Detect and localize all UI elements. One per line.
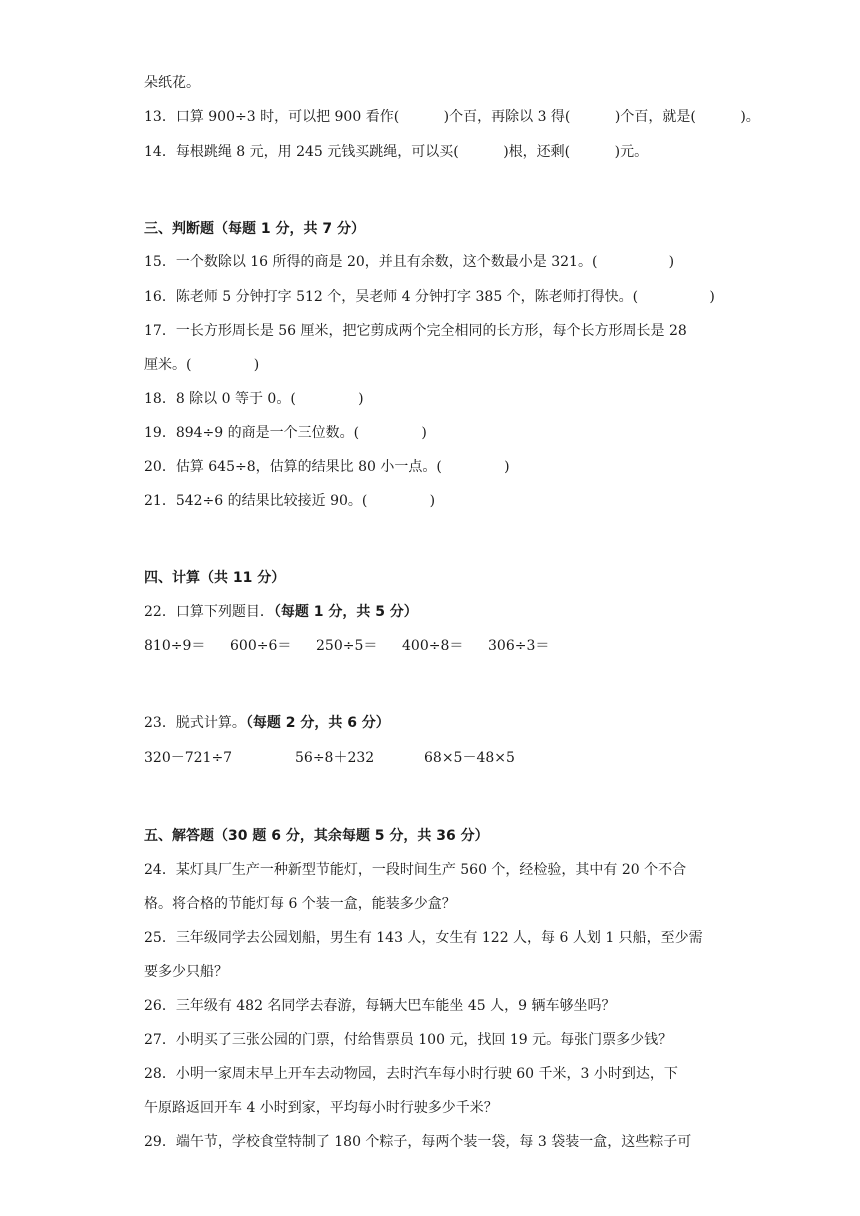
calc-item: 400÷8＝	[402, 638, 464, 654]
question-29-line-1: 29．端午节，学校食堂特制了 180 个粽子，每两个装一袋，每 3 袋装一盒，这些粽子可	[144, 1134, 692, 1150]
question-13: 13．口算 900÷3 时，可以把 900 看作( )个百，再除以 3 得( )个百，就是( )。	[144, 109, 760, 125]
question-14: 14．每根跳绳 8 元，用 245 元钱买跳绳，可以买( )根，还剩( )元。	[144, 144, 649, 160]
question-28-line-2: 午原路返回开车 4 小时到家，平均每小时行驶多少千米？	[144, 1100, 498, 1116]
question-22	[144, 602, 418, 622]
question-22-points: （每题 1 分，共 5 分）	[273, 604, 418, 620]
calc-item: 600÷6＝	[230, 638, 292, 654]
question-25-line-2: 要多少只船？	[144, 964, 228, 980]
question-17-line-2: 厘米。( )	[144, 357, 260, 373]
question-24-line-2: 格。将合格的节能灯每 6 个装一盒，能装多少盒？	[144, 896, 456, 912]
section-5-title: 五、解答题（30 题 6 分，其余每题 5 分，共 36 分）	[144, 828, 489, 844]
question-23-items	[144, 748, 515, 768]
question-17-line-1: 17．一长方形周长是 56 厘米，把它剪成两个完全相同的长方形，每个长方形周长是 28	[144, 323, 687, 339]
continuation-text: 朵纸花。	[144, 75, 200, 91]
calc-item: 320－721÷7	[144, 750, 233, 766]
calc-item: 306÷3＝	[488, 638, 550, 654]
calc-item: 68×5－48×5	[424, 750, 515, 766]
question-15: 15．一个数除以 16 所得的商是 20，并且有余数，这个数最小是 321。( )	[144, 254, 675, 270]
question-20: 20．估算 645÷8，估算的结果比 80 小一点。( )	[144, 459, 510, 475]
section-3-title: 三、判断题（每题 1 分，共 7 分）	[144, 221, 365, 237]
calc-item: 56÷8＋232	[295, 750, 375, 766]
question-23-label: 23．脱式计算。	[144, 715, 246, 731]
question-24-line-1: 24．某灯具厂生产一种新型节能灯，一段时间生产 560 个，经检验，其中有 20 个不合	[144, 862, 687, 878]
question-28-line-1: 28．小明一家周末早上开车去动物园，去时汽车每小时行驶 60 千米，3 小时到达，下	[144, 1066, 678, 1082]
question-27: 27．小明买了三张公园的门票，付给售票员 100 元，找回 19 元。每张门票多少钱？	[144, 1032, 673, 1048]
calc-item: 250÷5＝	[316, 638, 378, 654]
question-21: 21．542÷6 的结果比较接近 90。( )	[144, 493, 436, 509]
question-18: 18．8 除以 0 等于 0。( )	[144, 391, 364, 407]
calc-item: 810÷9＝	[144, 638, 206, 654]
question-26: 26．三年级有 482 名同学去春游，每辆大巴车能坐 45 人，9 辆车够坐吗？	[144, 998, 616, 1014]
question-23-points: （每题 2 分，共 6 分）	[245, 715, 390, 731]
question-22-items	[144, 636, 549, 656]
question-22-label: 22．口算下列题目．	[144, 604, 274, 620]
section-4-title: 四、计算（共 11 分）	[144, 570, 286, 586]
question-25-line-1: 25．三年级同学去公园划船，男生有 143 人，女生有 122 人，每 6 人划 1 只船，至少需	[144, 930, 703, 946]
question-23	[144, 713, 390, 733]
question-16: 16．陈老师 5 分钟打字 512 个，吴老师 4 分钟打字 385 个，陈老师打得快。( )	[144, 289, 715, 305]
question-19: 19．894÷9 的商是一个三位数。( )	[144, 425, 427, 441]
